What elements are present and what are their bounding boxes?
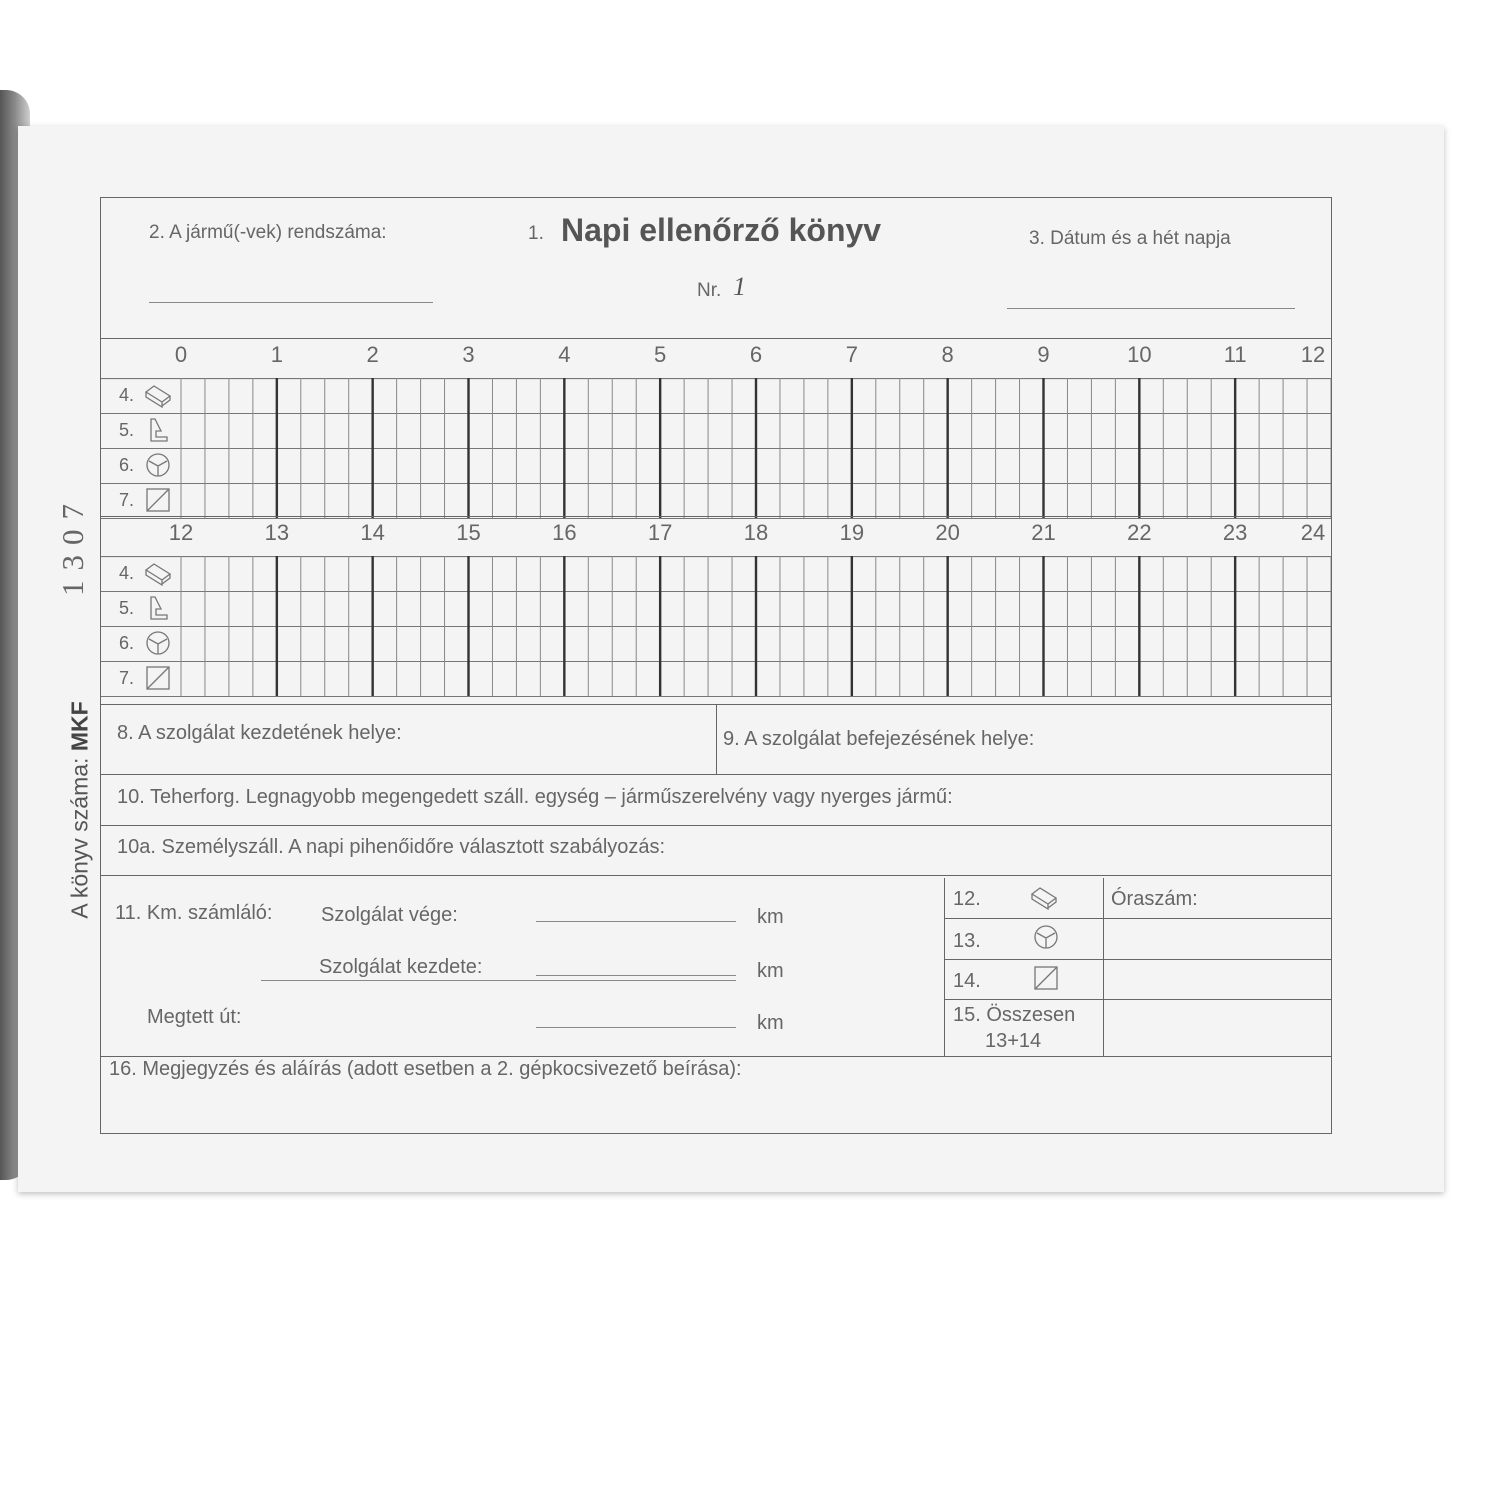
service-end-label: Szolgálat vége: bbox=[321, 904, 458, 926]
hours-summary-box bbox=[944, 878, 1332, 1056]
daily-log-form bbox=[100, 197, 1332, 1134]
vehicle-registration-label: 2. A jármű(-vek) rendszáma: bbox=[149, 222, 387, 243]
service-end-place-label: 9. A szolgálat befejezésének helye: bbox=[723, 728, 1035, 750]
hours-count-label: Óraszám: bbox=[1111, 888, 1198, 910]
seat-icon bbox=[143, 595, 173, 621]
hour-label: 7 bbox=[845, 342, 858, 367]
summary-row-line bbox=[945, 999, 1332, 1000]
hour-label: 20 bbox=[935, 520, 960, 545]
hour-label: 16 bbox=[552, 520, 577, 545]
hour-label: 15 bbox=[456, 520, 481, 545]
activity-row-label: 4. bbox=[119, 385, 135, 405]
summary-row-line bbox=[945, 918, 1332, 919]
activity-row-label: 5. bbox=[119, 420, 135, 440]
hour-label: 17 bbox=[647, 520, 673, 545]
field16-top-border bbox=[101, 1056, 1331, 1057]
hour-label: 12 bbox=[168, 520, 194, 545]
steering-wheel-icon bbox=[143, 452, 173, 478]
service-start-km-field[interactable] bbox=[536, 975, 736, 976]
hour-label: 0 bbox=[174, 342, 188, 367]
hour-label: 8 bbox=[941, 342, 954, 367]
service-start-place-label: 8. A szolgálat kezdetének helye: bbox=[117, 722, 402, 744]
remarks-signature-label: 16. Megjegyzés és aláírás (adott esetben a 2. gépkocsivezető beírása): bbox=[109, 1058, 742, 1080]
page-title: Napi ellenőrző könyv bbox=[561, 212, 882, 248]
availability-box-icon bbox=[143, 487, 173, 513]
hour-label: 1 bbox=[270, 342, 283, 367]
activity-row-label: 5. bbox=[119, 598, 135, 618]
hour-label: 4 bbox=[558, 342, 571, 367]
hour-label: 11 bbox=[1223, 342, 1247, 367]
grid-section-border bbox=[101, 516, 1331, 517]
hour-label: 21 bbox=[1031, 520, 1056, 545]
unit-km-end: km bbox=[757, 906, 784, 928]
hour-label: 18 bbox=[743, 520, 769, 545]
grid-lines bbox=[101, 556, 1331, 698]
activity-row-label: 4. bbox=[119, 563, 135, 583]
distance-km-field[interactable] bbox=[536, 1027, 736, 1028]
activity-row-label: 6. bbox=[119, 633, 135, 653]
summary-row-line bbox=[945, 959, 1332, 960]
grid-section-border bbox=[101, 338, 1331, 339]
rest-bed-icon bbox=[143, 560, 173, 586]
grid-lines bbox=[101, 378, 1331, 520]
field10-label: 10. Teherforg. Legnagyobb megengedett száll. egység – járműszerelvény vagy nyerges jármű: bbox=[117, 786, 953, 808]
field8-9-divider bbox=[716, 704, 717, 774]
steering-wheel-icon bbox=[1031, 924, 1061, 950]
hour-label: 14 bbox=[360, 520, 385, 545]
hour-label: 9 bbox=[1037, 342, 1050, 367]
field10-top-border bbox=[101, 774, 1331, 775]
seat-icon bbox=[143, 417, 173, 443]
book-serial-number: 1307 bbox=[55, 494, 90, 596]
availability-box-icon bbox=[143, 665, 173, 691]
hour-label: 12 bbox=[1300, 342, 1326, 367]
unit-km-distance: km bbox=[757, 1012, 784, 1034]
summary-row-14-number: 14. bbox=[953, 970, 981, 992]
field11-top-border bbox=[101, 875, 1331, 876]
summary-row-12-number: 12. bbox=[953, 888, 981, 910]
date-label: 3. Dátum és a hét napja bbox=[1029, 228, 1231, 249]
total-label: 15. Összesen bbox=[953, 1004, 1076, 1026]
summary-row-13-number: 13. bbox=[953, 930, 981, 952]
service-start-label: Szolgálat kezdete: bbox=[319, 956, 483, 978]
total-formula: 13+14 bbox=[985, 1030, 1042, 1052]
service-end-km-field[interactable] bbox=[536, 921, 736, 922]
date-field[interactable] bbox=[1007, 308, 1295, 309]
hour-label: 23 bbox=[1222, 520, 1248, 545]
steering-wheel-icon bbox=[143, 630, 173, 656]
odometer-label: 11. Km. számláló: bbox=[115, 902, 273, 924]
hour-label: 19 bbox=[839, 520, 865, 545]
activity-row-label: 7. bbox=[119, 490, 135, 510]
title-number: 1. bbox=[528, 223, 544, 244]
hour-label: 5 bbox=[654, 342, 667, 367]
vehicle-registration-field[interactable] bbox=[149, 302, 433, 303]
activity-row-label: 7. bbox=[119, 668, 135, 688]
summary-divider bbox=[1103, 878, 1104, 1056]
rest-bed-icon bbox=[143, 382, 173, 408]
activity-row-label: 6. bbox=[119, 455, 135, 475]
hour-label: 10 bbox=[1127, 342, 1152, 367]
hour-label: 24 bbox=[1300, 520, 1326, 545]
field10a-top-border bbox=[101, 825, 1331, 826]
hour-label: 3 bbox=[462, 342, 475, 367]
hour-label: 13 bbox=[264, 520, 290, 545]
unit-km-start: km bbox=[757, 960, 784, 982]
nr-label: Nr. bbox=[697, 280, 722, 301]
availability-box-icon bbox=[1031, 965, 1061, 991]
rest-bed-icon bbox=[1029, 884, 1059, 910]
distance-label: Megtett út: bbox=[147, 1006, 242, 1028]
service-start-underline bbox=[261, 980, 736, 981]
book-number-label: A könyv száma: MKF bbox=[66, 701, 93, 919]
field10a-label: 10a. Személyszáll. A napi pihenőidőre választott szabályozás: bbox=[117, 836, 666, 858]
hour-label: 2 bbox=[366, 342, 379, 367]
hour-label: 22 bbox=[1127, 520, 1152, 545]
nr-value: 1 bbox=[733, 272, 746, 301]
hour-label: 6 bbox=[749, 342, 763, 367]
